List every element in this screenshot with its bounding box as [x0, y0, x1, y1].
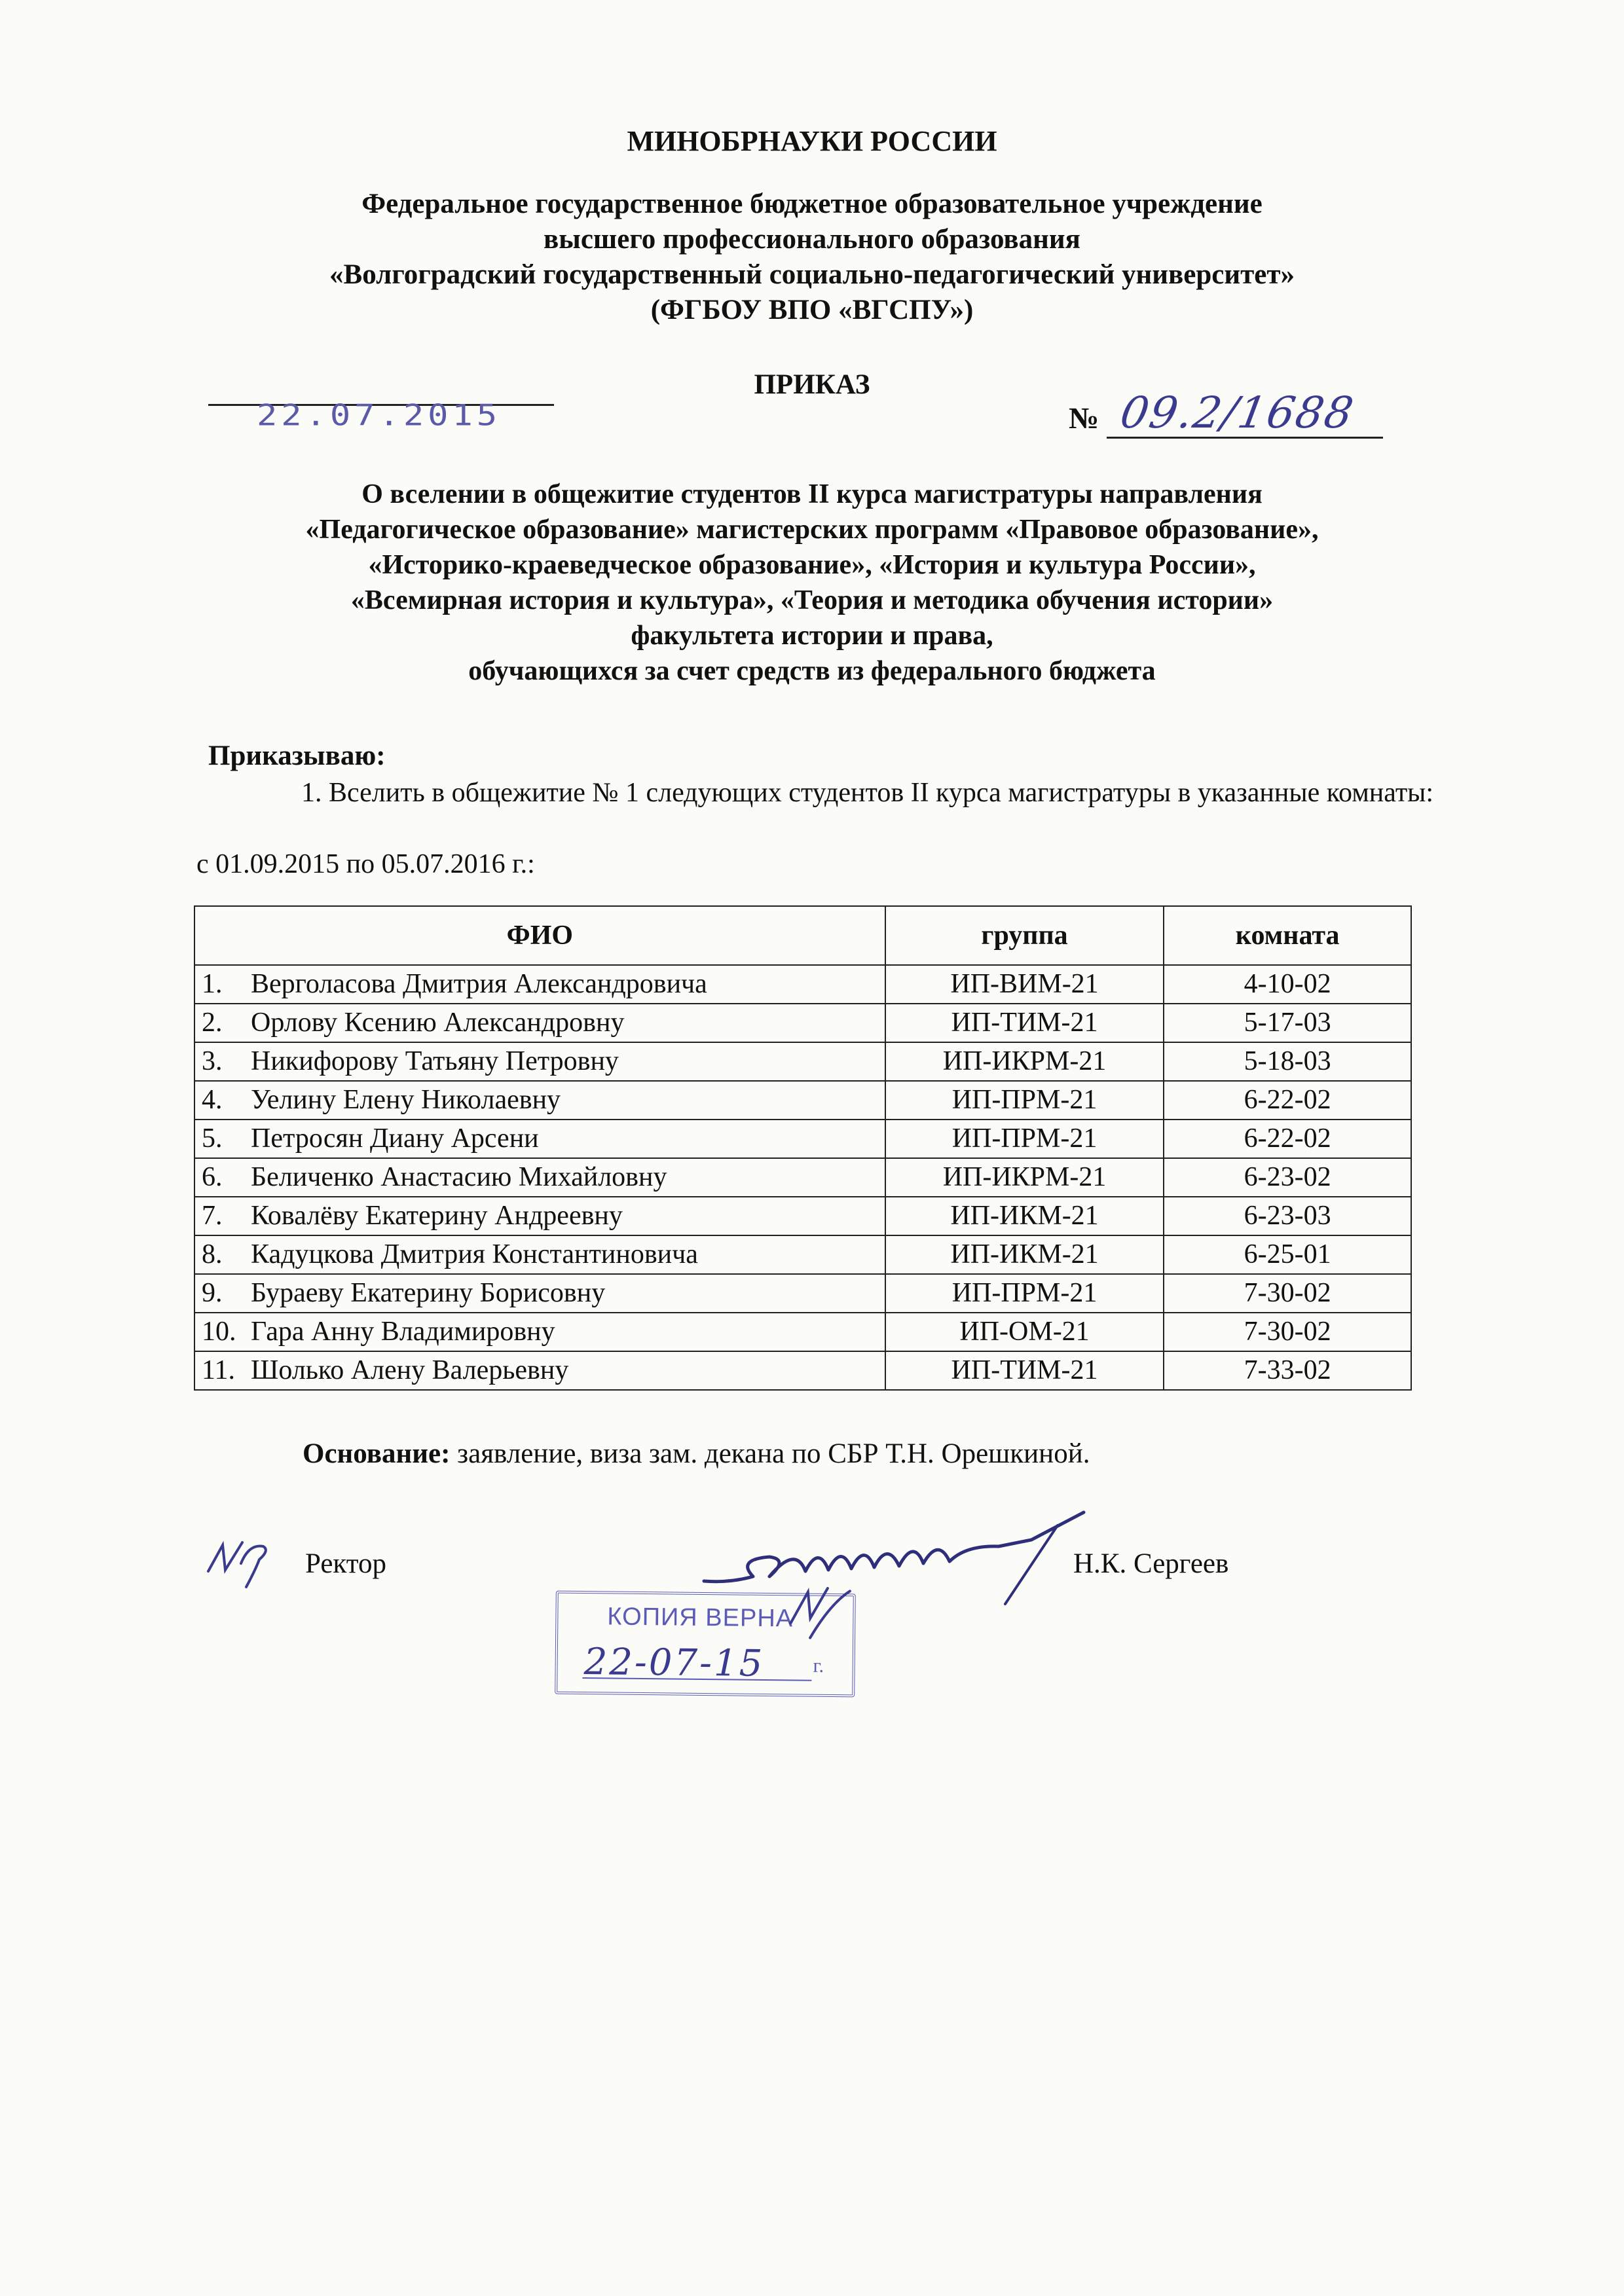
subject-line: «Всемирная история и культура», «Теория и методика обучения истории» [350, 585, 1274, 615]
student-name: Шолько Алену Валерьевну [251, 1355, 569, 1385]
cell-group: ИП-ПРМ-21 [885, 1081, 1164, 1120]
cell-student-name [194, 1235, 885, 1274]
initials-mark [203, 1531, 288, 1590]
cell-group: ИП-ИКРМ-21 [885, 1042, 1164, 1081]
row-number: 8. [202, 1239, 223, 1269]
cell-group: ИП-ТИМ-21 [885, 1351, 1164, 1390]
cell-student-name [194, 1120, 885, 1158]
subject-line: О вселении в общежитие студентов II курса магистратуры направления [361, 479, 1263, 509]
table-row [194, 1158, 1411, 1197]
row-number: 1. [202, 969, 223, 999]
cell-group: ИП-ТИМ-21 [885, 1004, 1164, 1042]
cell-room: 6-22-02 [1164, 1120, 1411, 1158]
cell-room: 6-23-03 [1164, 1197, 1411, 1235]
table-row [194, 1042, 1411, 1081]
table-row [194, 1197, 1411, 1235]
cell-student-name [194, 1004, 885, 1042]
order-intro: Приказываю: [208, 740, 386, 771]
cell-room: 7-30-02 [1164, 1274, 1411, 1313]
stamp-year-suffix: г. [813, 1654, 824, 1677]
cell-student-name [194, 965, 885, 1004]
order-date-stamp: 22.07.2015 [257, 399, 502, 433]
order-basis [303, 1438, 1090, 1470]
cell-student-name [194, 1274, 885, 1313]
institution-line: высшего профессионального образования [544, 224, 1080, 255]
table-row [194, 1081, 1411, 1120]
row-number: 10. [202, 1317, 236, 1347]
student-name: Ковалёву Екатерину Андреевну [251, 1201, 623, 1231]
student-name: Петросян Диану Арсени [251, 1123, 539, 1154]
row-number: 3. [202, 1046, 223, 1076]
cell-room: 4-10-02 [1164, 965, 1411, 1004]
cell-student-name [194, 1351, 885, 1390]
cell-student-name [194, 1042, 885, 1081]
student-name: Никифорову Татьяну Петровну [251, 1046, 619, 1076]
stamp-text: КОПИЯ ВЕРНА [607, 1603, 794, 1633]
row-number: 4. [202, 1085, 223, 1115]
order-number-sign: № [1069, 401, 1099, 435]
table-row [194, 965, 1411, 1004]
student-name: Верголасова Дмитрия Александровича [251, 969, 707, 999]
subject-line: «Педагогическое образование» магистерских программ «Правовое образование», [305, 515, 1319, 545]
institution-name [0, 187, 1624, 328]
cell-group: ИП-ИКМ-21 [885, 1235, 1164, 1274]
row-number: 7. [202, 1201, 223, 1231]
order-paragraph-1: 1. Вселить в общежитие № 1 следующих студентов II курса магистратуры в указанные комнаты: [301, 778, 1434, 808]
cell-room: 7-30-02 [1164, 1313, 1411, 1351]
table-row [194, 1235, 1411, 1274]
table-body [194, 965, 1411, 1390]
table-row [194, 1274, 1411, 1313]
institution-line: Федеральное государственное бюджетное образовательное учреждение [361, 189, 1263, 219]
cell-student-name [194, 1313, 885, 1351]
cell-room: 6-22-02 [1164, 1081, 1411, 1120]
cell-group: ИП-ИКМ-21 [885, 1197, 1164, 1235]
table-row [194, 1120, 1411, 1158]
rector-title: Ректор [305, 1548, 386, 1579]
rector-name: Н.К. Сергеев [1073, 1548, 1229, 1579]
institution-line: «Волгоградский государственный социально-педагогический университет» [329, 259, 1295, 290]
residence-period: с 01.09.2015 по 05.07.2016 г.: [196, 849, 535, 879]
row-number: 2. [202, 1008, 223, 1038]
cell-group: ИП-ИКРМ-21 [885, 1158, 1164, 1197]
cell-group: ИП-ПРМ-21 [885, 1120, 1164, 1158]
order-number-handwritten: 09.2/1688 [1116, 388, 1358, 438]
ministry-name: МИНОБРНАУКИ РОССИИ [627, 125, 997, 157]
subject-line: «Историко-краеведческое образование», «История и культура России», [368, 550, 1256, 580]
student-name: Беличенко Анастасию Михайловну [251, 1162, 667, 1192]
copy-certified-stamp [555, 1591, 856, 1698]
cell-room: 5-18-03 [1164, 1042, 1411, 1081]
basis-text: заявление, виза зам. декана по СБР Т.Н. Орешкиной. [450, 1438, 1090, 1469]
row-number: 6. [202, 1162, 223, 1192]
cell-room: 7-33-02 [1164, 1351, 1411, 1390]
table-row [194, 1313, 1411, 1351]
cell-room: 6-25-01 [1164, 1235, 1411, 1274]
table-row [194, 1004, 1411, 1042]
cell-student-name [194, 1158, 885, 1197]
basis-label: Основание: [303, 1438, 451, 1469]
stamp-signature [784, 1577, 857, 1650]
institution-line: (ФГБОУ ВПО «ВГСПУ») [650, 295, 974, 325]
subject-line: факультета истории и права, [631, 621, 993, 651]
order-title: ПРИКАЗ [754, 369, 870, 400]
row-number: 11. [202, 1355, 235, 1385]
student-room-table [194, 905, 1412, 1391]
column-header-room: комната [1164, 906, 1411, 965]
column-header-name: ФИО [194, 906, 885, 965]
student-name: Орлову Ксению Александровну [251, 1008, 625, 1038]
student-name: Уелину Елену Николаевну [251, 1085, 561, 1115]
subject-line: обучающихся за счет средств из федерального бюджета [468, 656, 1156, 686]
cell-student-name [194, 1081, 885, 1120]
table-header-row [194, 906, 1411, 965]
table-row [194, 1351, 1411, 1390]
row-number: 9. [202, 1278, 223, 1308]
student-name: Гара Анну Владимировну [251, 1317, 555, 1347]
student-name: Бураеву Екатерину Борисовну [251, 1278, 606, 1308]
cell-group: ИП-ОМ-21 [885, 1313, 1164, 1351]
column-header-group: группа [885, 906, 1164, 965]
cell-group: ИП-ВИМ-21 [885, 965, 1164, 1004]
cell-group: ИП-ПРМ-21 [885, 1274, 1164, 1313]
stamp-date: 22-07-15 [583, 1641, 765, 1685]
cell-student-name [194, 1197, 885, 1235]
row-number: 5. [202, 1123, 223, 1154]
student-name: Кадуцкова Дмитрия Константиновича [251, 1239, 698, 1269]
cell-room: 5-17-03 [1164, 1004, 1411, 1042]
order-subject [0, 477, 1624, 689]
cell-room: 6-23-02 [1164, 1158, 1411, 1197]
